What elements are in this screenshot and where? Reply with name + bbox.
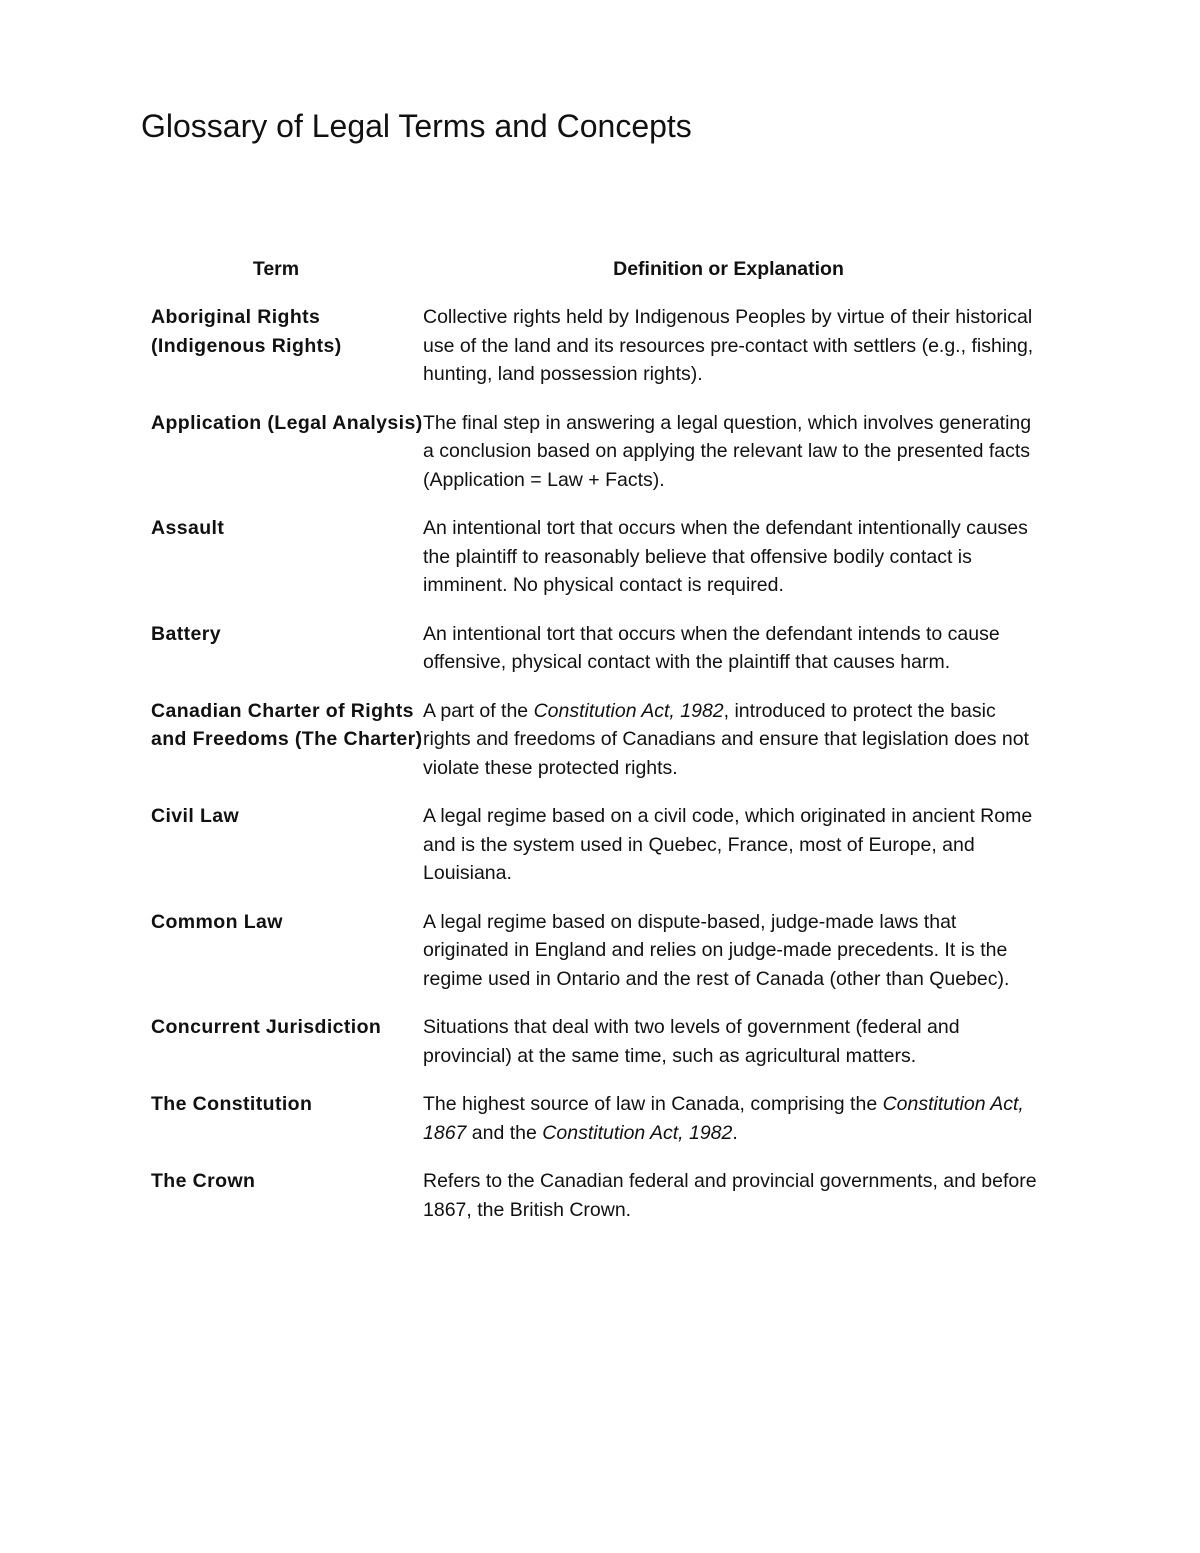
glossary-term: Common Law: [151, 910, 283, 933]
definition-text: An intentional tort that occurs when the defendant intends to cause offensive, physical contact with the plaintiff that causes harm.: [423, 622, 1000, 673]
glossary-term: The Constitution: [151, 1093, 313, 1115]
definition-text: The highest source of law in Canada, comprising the: [423, 1093, 883, 1115]
glossary-definition: [423, 514, 1041, 600]
definition-column-header: Definition or Explanation: [613, 258, 844, 280]
definition-text: , introduced to protect the basic rights and freedoms of Canadians and ensure that legislation does not violate these protected rights.: [423, 699, 1029, 779]
page-title: Glossary of Legal Terms and Concepts: [141, 108, 692, 144]
definition-italic-text: Constitution Act, 1982: [533, 699, 724, 722]
glossary-definition: [423, 1167, 1041, 1224]
glossary-entry: [151, 1013, 1041, 1070]
glossary-entry: [151, 303, 1041, 389]
definition-text: Situations that deal with two levels of government (federal and provincial) at the same time, such as agricultural matters.: [423, 1016, 960, 1067]
glossary-definition: [423, 303, 1041, 389]
definition-text: An intentional tort that occurs when the defendant intentionally causes the plaintiff to reasonably believe that offensive bodily contact is imminent. No physical contact is required.: [423, 517, 1028, 596]
definition-text: and the: [466, 1121, 543, 1144]
glossary-entry: [151, 1167, 1041, 1224]
glossary-entries: [151, 303, 1041, 1244]
glossary-entry: [151, 908, 1041, 994]
glossary-entry: [151, 514, 1041, 600]
glossary-entry: [151, 409, 1041, 495]
definition-text: A part of the: [423, 699, 534, 722]
definition-text: Refers to the Canadian federal and provincial governments, and before 1867, the British Crown.: [423, 1170, 1037, 1221]
glossary-definition: [423, 1013, 1041, 1070]
glossary-term: Battery: [151, 622, 221, 645]
definition-italic-text: Constitution Act, 1982: [542, 1121, 733, 1144]
glossary-term: Application (Legal Analysis): [151, 411, 423, 434]
glossary-entry: [151, 1090, 1041, 1147]
glossary-definition: [423, 697, 1041, 783]
definition-italic-text: Constitution Act, 1867: [423, 1093, 1024, 1144]
glossary-term: Concurrent Jurisdiction: [151, 1016, 382, 1038]
glossary-definition: [423, 802, 1041, 888]
definition-text: Collective rights held by Indigenous Peoples by virtue of their historical use of the land and its resources pre-contact with settlers (e.g., fishing, hunting, land possession rights).: [423, 306, 1034, 385]
glossary-definition: [423, 908, 1041, 994]
glossary-term: Aboriginal Rights (Indigenous Rights): [151, 306, 342, 357]
glossary-term: Assault: [151, 517, 225, 539]
glossary-definition: [423, 1090, 1041, 1147]
glossary-entry: [151, 697, 1041, 783]
glossary-entry: [151, 620, 1041, 677]
definition-text: A legal regime based on a civil code, which originated in ancient Rome and is the system used in Quebec, France, most of Europe, and Louisiana.: [423, 805, 1033, 884]
term-column-header: Term: [252, 258, 300, 280]
definition-text: The final step in answering a legal question, which involves generating a conclusion based on applying the relevant law to the presented facts (Application = Law + Facts).: [423, 411, 1032, 491]
definition-text: A legal regime based on dispute-based, judge-made laws that originated in England and relies on judge-made precedents. It is the regime used in Ontario and the rest of Canada (other than Quebec).: [423, 910, 1010, 990]
glossary-entry: [151, 802, 1041, 888]
glossary-term: Canadian Charter of Rights and Freedoms (The Charter): [151, 699, 423, 750]
glossary-table-header: [151, 254, 1041, 284]
definition-text: .: [732, 1121, 738, 1144]
glossary-definition: [423, 620, 1041, 677]
glossary-term: Civil Law: [151, 805, 240, 827]
glossary-term: The Crown: [151, 1170, 256, 1192]
glossary-definition: [423, 409, 1041, 495]
